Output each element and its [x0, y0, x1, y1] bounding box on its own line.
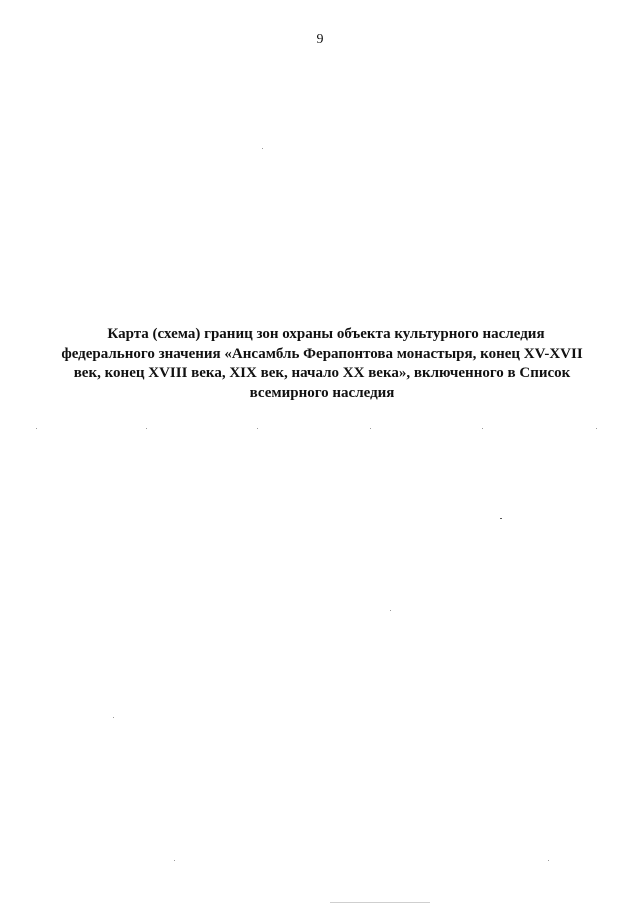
page-number: 9 [316, 32, 324, 47]
title-line-1: Карта (схема) границ зон охраны объекта культурного наследия [107, 326, 545, 342]
title-line-3: век, конец XVIII века, XIX век, начало XX века», включенного в Список [73, 365, 571, 381]
scan-speck [596, 428, 597, 429]
title-line-2: федерального значения «Ансамбль Ферапонтова монастыря, конец XV-XVII [61, 345, 583, 362]
scan-edge [330, 902, 430, 903]
scan-speck [262, 148, 263, 149]
scan-speck [548, 860, 549, 861]
title-line-4: всемирного наследия [249, 384, 395, 401]
scan-speck [370, 428, 371, 429]
scan-speck [146, 428, 147, 429]
document-title [40, 325, 604, 403]
scan-speck [257, 428, 258, 429]
scan-speck [482, 428, 483, 429]
scan-speck [500, 518, 502, 519]
scan-speck [36, 428, 37, 429]
scan-speck [390, 610, 391, 611]
scan-speck [174, 860, 175, 861]
scan-speck [113, 717, 114, 718]
